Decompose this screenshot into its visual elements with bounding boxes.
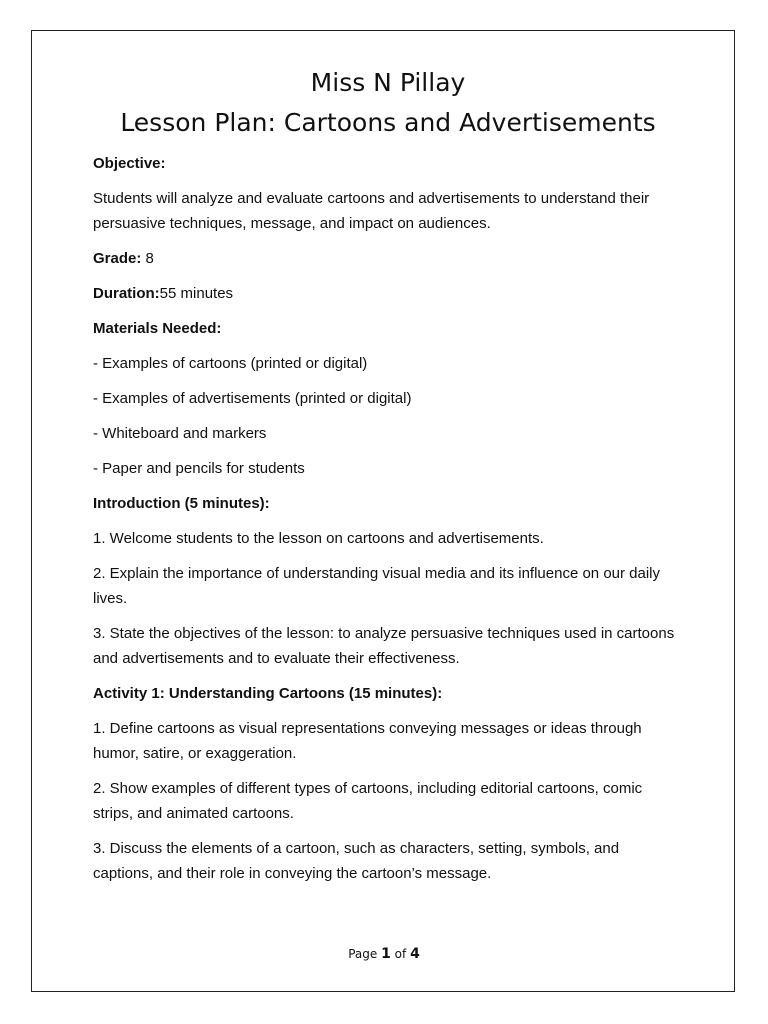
introduction-heading: Introduction (5 minutes): — [93, 495, 270, 512]
duration-value: 55 minutes — [159, 285, 234, 302]
materials-heading: Materials Needed: — [93, 320, 222, 337]
materials-item: - Examples of cartoons (printed or digital) — [93, 355, 368, 372]
grade-value: 8 — [141, 250, 154, 267]
duration-line — [93, 281, 683, 306]
introduction-step: 1. Welcome students to the lesson on cartoons and advertisements. — [93, 530, 544, 547]
teacher-name: Miss N Pillay — [310, 68, 466, 97]
objective-heading: Objective: — [93, 155, 166, 172]
materials-item: - Whiteboard and markers — [93, 425, 267, 442]
activity1-step: 3. Discuss the elements of a cartoon, such as characters, setting, symbols, and captions, and their role in conveying the cartoon’s message. — [93, 840, 620, 882]
grade-line — [93, 246, 683, 271]
grade-label: Grade: — [93, 250, 142, 267]
document-body — [93, 67, 683, 896]
of-word: of — [394, 947, 407, 961]
document-page — [31, 30, 735, 992]
total-pages-number: 4 — [410, 946, 420, 962]
activity1-step: 2. Show examples of different types of cartoons, including editorial cartoons, comic strips, and animated cartoons. — [93, 780, 643, 822]
current-page-number: 1 — [381, 946, 391, 962]
duration-label: Duration: — [93, 285, 160, 302]
activity1-heading: Activity 1: Understanding Cartoons (15 minutes): — [93, 685, 443, 702]
introduction-step: 3. State the objectives of the lesson: to analyze persuasive techniques used in cartoons and advertisements and to evaluate their effectiveness. — [93, 625, 675, 667]
lesson-title: Lesson Plan: Cartoons and Advertisements — [120, 108, 656, 137]
introduction-step: 2. Explain the importance of understanding visual media and its influence on our daily lives. — [93, 565, 661, 607]
materials-item: - Paper and pencils for students — [93, 460, 305, 477]
materials-item: - Examples of advertisements (printed or digital) — [93, 390, 412, 407]
objective-text: Students will analyze and evaluate cartoons and advertisements to understand their persuasive techniques, message, and impact on audiences. — [93, 190, 650, 232]
page-number-footer — [32, 946, 736, 962]
page-word: Page — [348, 947, 378, 961]
activity1-step: 1. Define cartoons as visual representations conveying messages or ideas through humor, satire, or exaggeration. — [93, 720, 642, 762]
